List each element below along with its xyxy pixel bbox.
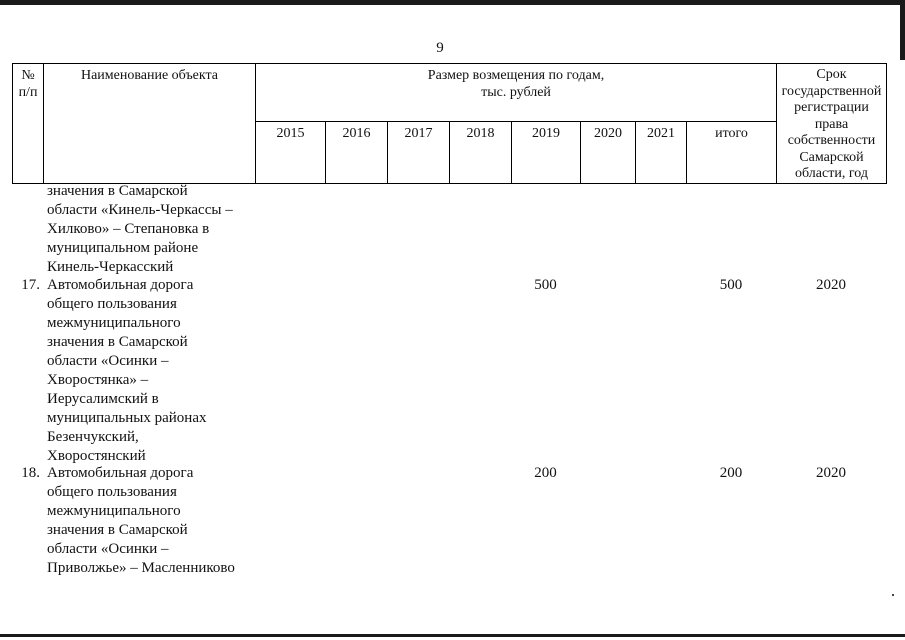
table-row	[0, 276, 905, 466]
year-2017: 2017	[388, 122, 450, 184]
header-term: Срок государственной регистрации права собственности Самарской области, год	[777, 64, 887, 184]
scan-right-edge	[900, 0, 905, 60]
year-2016: 2016	[326, 122, 388, 184]
table-row	[0, 464, 905, 584]
header-name: Наименование объекта	[44, 64, 256, 184]
scan-top-edge	[0, 0, 905, 5]
header-num: № п/п	[13, 64, 44, 184]
header-amount: Размер возмещения по годам, тыс. рублей	[256, 64, 777, 122]
year-2021: 2021	[636, 122, 687, 184]
object-name: Автомобильная дорога общего пользования межмуниципального значения в Самарской области «Осинки – Хворостянка» – Иерусалимский в муниципальных районах Безенчукский, Хворостянский	[47, 277, 207, 464]
object-name: значения в Самарской области «Кинель-Черкассы – Хилково» – Степановка в муниципальном районе Кинель-Черкасский	[47, 183, 233, 275]
value-2019: 500	[534, 277, 557, 293]
year-2019: 2019	[512, 122, 581, 184]
year-2015: 2015	[256, 122, 326, 184]
row-number: 17.	[21, 277, 40, 293]
registration-year: 2020	[816, 465, 846, 481]
page-number: 9	[436, 40, 444, 56]
table-header	[12, 63, 887, 184]
object-name: Автомобильная дорога общего пользования межмуниципального значения в Самарской области «Осинки – Приволжье» – Масленниково	[47, 465, 235, 576]
value-total: 200	[719, 465, 743, 481]
year-total: итого	[687, 122, 777, 184]
registration-year: 2020	[816, 277, 846, 293]
table-row	[0, 182, 905, 277]
scan-mark	[892, 594, 894, 596]
value-2019: 200	[534, 465, 557, 481]
year-2018: 2018	[450, 122, 512, 184]
year-2020: 2020	[581, 122, 636, 184]
row-number: 18.	[21, 465, 40, 481]
value-total: 500	[719, 277, 743, 293]
scan-bottom-edge	[0, 634, 905, 637]
